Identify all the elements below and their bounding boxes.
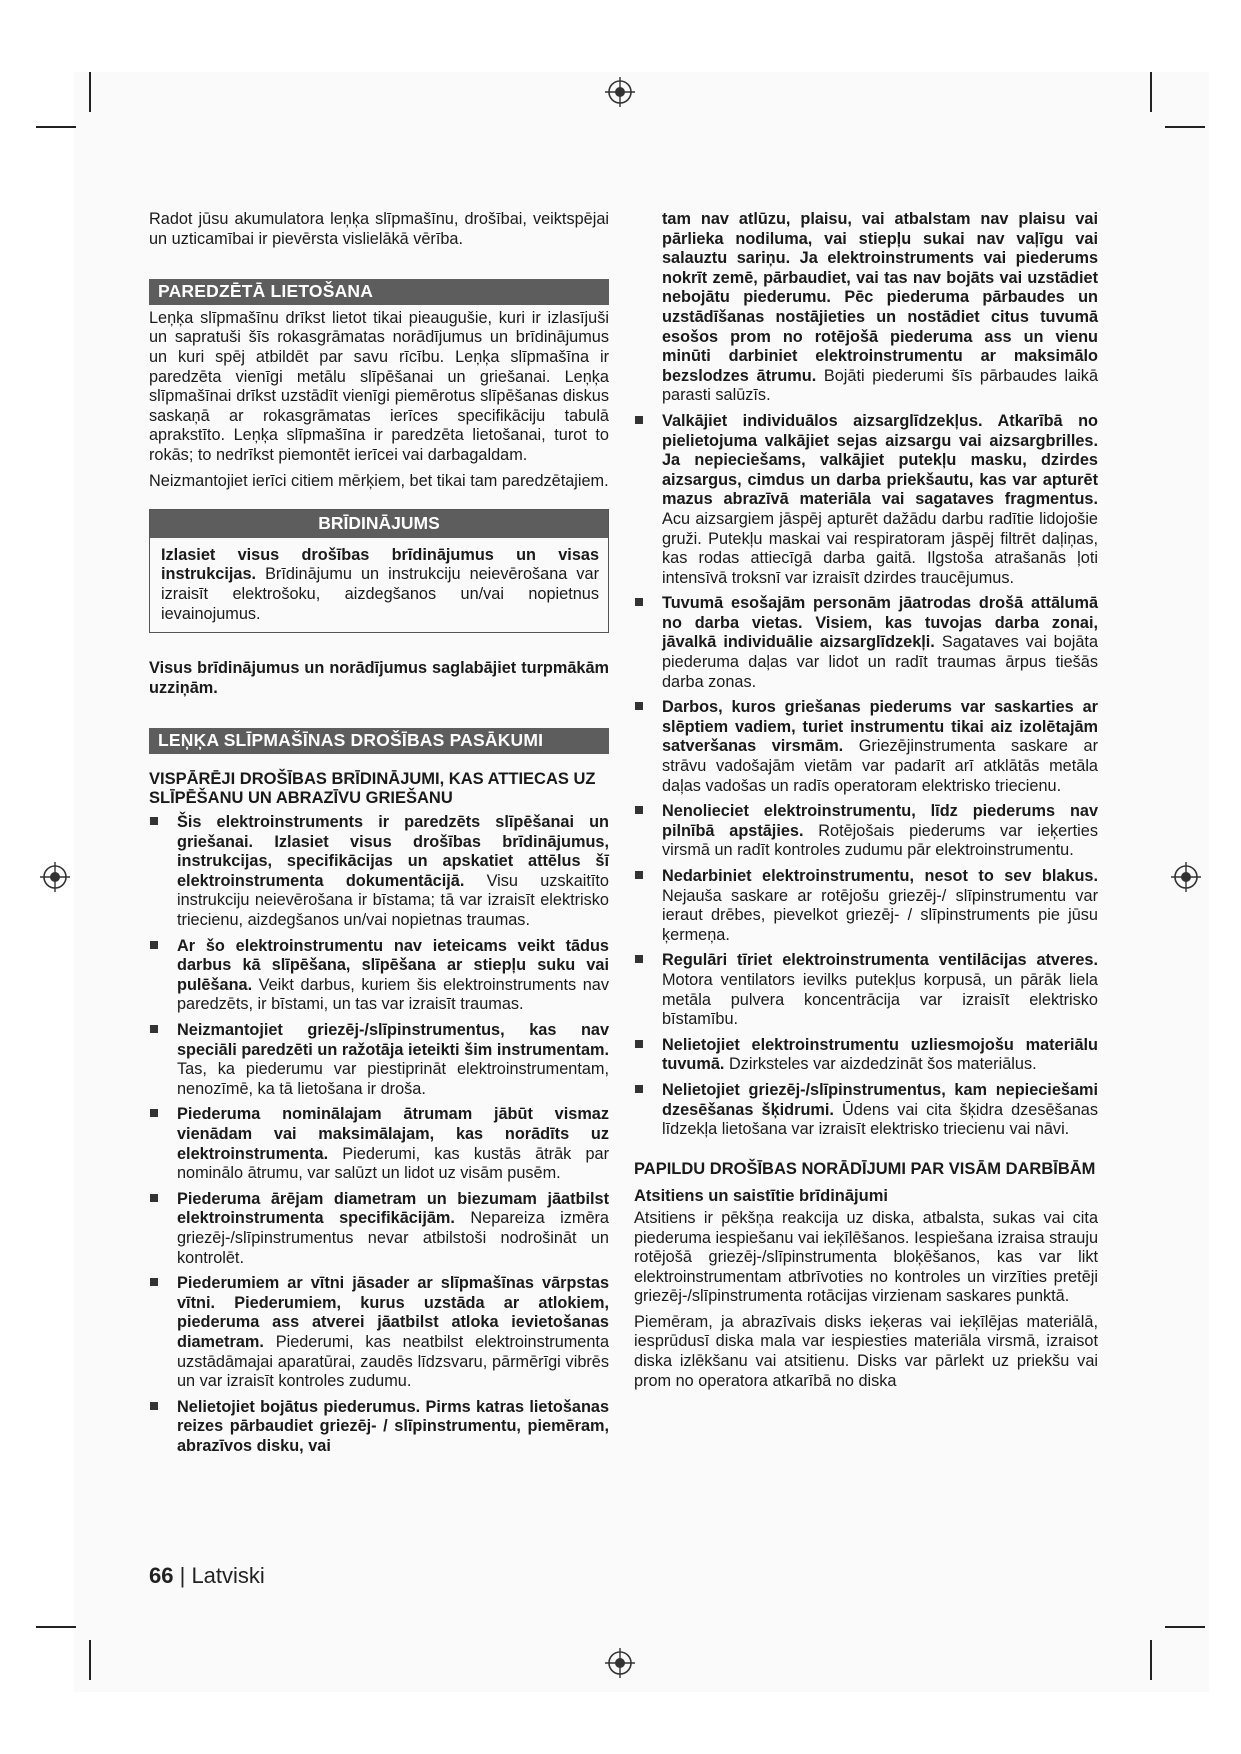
item-text: Visu uzskaitīto instrukciju neievērošana ir bīstama; tā var izraisīt elektrisko triecienu, aizdegšanos un/vai nopietnas traumas. (177, 871, 609, 930)
square-bullet-icon (635, 955, 643, 963)
section-title-safety: LEŅĶA SLĪPMAŠĪNAS DROŠĪBAS PASĀKUMI (149, 728, 609, 754)
warning-title: BRĪDINĀJUMS (318, 513, 440, 534)
item-text: Ūdens vai cita šķidra dzesēšanas līdzekļa lietošana var izraisīt elektrisko triecienu vai nāvi. (662, 1100, 1099, 1139)
intended-use-paragraph: Neizmantojiet ierīci citiem mērķiem, bet tikai tam paredzētajiem. (149, 471, 609, 490)
crop-mark (1150, 72, 1152, 112)
square-bullet-icon (635, 871, 643, 879)
footer-separator: | (173, 1563, 192, 1588)
warning-list-item (149, 1105, 609, 1183)
warning-header (150, 510, 608, 538)
warning-text: Brīdinājumu un instrukciju neievērošana var izraisīt elektrošoku, aizdegšanos un/vai nopietnus ievainojumus. (161, 565, 599, 623)
square-bullet-icon (635, 806, 643, 814)
square-bullet-icon (150, 1402, 158, 1410)
square-bullet-icon (635, 1085, 643, 1093)
warning-list-item (634, 951, 1098, 1029)
warning-list-item (634, 412, 1098, 588)
item-bold-text: Valkājiet individuālos aizsarglīdzekļus. Atkarībā no pielietojuma valkājiet sejas aizsargu vai aizsargbrilles. Ja nepieciešams, valkājiet putekļu masku, dzirdes aizsargus, cimdus un darba priekšautu, kas var apturēt mazus abrazīvā materiāla vai sagataves fragmentus. (662, 411, 1098, 509)
item-bold-text: Nedarbiniet elektroinstrumentu, nesot to sev blakus. (662, 867, 1098, 885)
item-text: Nejauša saskare ar rotējošu griezēj-/ slīpinstrumentu var ieraut drēbes, pievelkot griezēj- / slīpinstruments pie jūsu ķermeņa. (662, 886, 1098, 944)
registration-mark-icon (605, 1648, 635, 1678)
item-bold-text: Nelietojiet bojātus piederumus. Pirms katras lietošanas reizes pārbaudiet griezēj- / slīpinstrumentu, piemēram, abrazīvos disku, vai (177, 1397, 609, 1455)
intended-use-paragraph: Leņķa slīpmašīnu drīkst lietot tikai pieaugušie, kuri ir izlasījuši un sapratuši šīs rokasgrāmatas norādījumus un brīdinājumus un kuri spēj atbildēt par savu rīcību. Leņķa slīpmašīna ir paredzēta vienīgi metālu slīpēšanai un griešanai. Leņķa slīpmašīnai drīkst uzstādīt vienīgi piemērotus slīpēšanas diskus saskaņā ar rokasgrāmatas ierīces specifikāciju tabulā aprakstīto. Leņķa slīpmašīna ir paredzēta lietošanai, turot to rokās; to nedrīkst piemontēt ierīcei vai darbagaldam. (149, 308, 609, 464)
right-column (634, 210, 1098, 1397)
kickback-paragraph: Atsitiens ir pēkšņa reakcija uz diska, atbalsta, sukas vai cita piederuma iespiešanu vai ieķīlēšanos. Iespiešana izraisa strauju rotējošā griezēj-/slīpinstrumenta bloķēšanos, kas var likt elektroinstrumentam atbrīvoties no kontroles un virzīties pretēji griezēj-/slīpinstrumenta rotācijas virzienam saskares punktā. (634, 1208, 1098, 1306)
crop-mark (1150, 1640, 1152, 1680)
keep-instructions-note: Visus brīdinājumus un norādījumus saglabājiet turpmākām uzziņām. (149, 659, 609, 697)
square-bullet-icon (150, 1025, 158, 1033)
item-bold-text: Šis elektroinstruments ir paredzēts slīpēšanai un griešanai. Izlasiet visus drošības brīdinājumus, instrukcijas, specifikācijas un apskatiet attēlus šī elektroinstrumenta dokumentācijā. (177, 813, 609, 890)
warning-list-item (634, 867, 1098, 945)
registration-mark-icon (40, 862, 70, 892)
warning-list-item (634, 1036, 1098, 1075)
general-safety-heading: VISPĀRĒJI DROŠĪBAS BRĪDINĀJUMI, KAS ATTIECAS UZ SLĪPĒŠANU UN ABRAZĪVU GRIEŠANU (149, 769, 596, 808)
item-text: Tas, ka piederumu var piestiprināt elektroinstrumentam, nenozīmē, ka tā lietošana ir droša. (177, 1060, 609, 1098)
item-text: Veikt darbus, kuriem šis elektroinstruments nav paredzēts, ir bīstami, un tas var izraisīt traumas. (177, 975, 609, 1014)
item-text: Motora ventilators ievilks putekļus korpusā, un pārāk liela metāla pulvera koncentrācija var izraisīt elektrisko bīstamību. (662, 970, 1098, 1029)
item-bold-text: Piederuma ārējam diametram un biezumam jāatbilst elektroinstrumenta specifikācijām. (177, 1189, 609, 1228)
square-bullet-icon (635, 598, 643, 606)
section-title-intended-use: PAREDZĒTĀ LIETOŠANA (149, 279, 609, 305)
warning-list-item (634, 1081, 1098, 1140)
crop-mark (89, 72, 91, 112)
right-warning-list (634, 412, 1098, 1140)
square-bullet-icon (150, 1109, 158, 1117)
crop-mark (89, 1640, 91, 1680)
square-bullet-icon (635, 702, 643, 710)
continued-text: Bojāti piederumi šīs pārbaudes laikā parasti salūzīs. (662, 366, 1098, 405)
square-bullet-icon (635, 416, 643, 424)
crop-mark (36, 1626, 76, 1628)
item-bold-text: Nenolieciet elektroinstrumentu, līdz piederums nav pilnībā apstājies. (662, 802, 1098, 840)
item-text: Dzirksteles var aizdedzināt šos materiālus. (724, 1055, 1037, 1074)
registration-mark-icon (605, 77, 635, 107)
item-text: Nepareiza izmēra griezēj-/slīpinstrumentus nevar atbilstoši nodrošināt un kontrolēt. (177, 1209, 609, 1267)
item-bold-text: Nelietojiet elektroinstrumentu uzliesmojošu materiālu tuvumā. (662, 1035, 1098, 1074)
warning-list-item (149, 1274, 609, 1392)
item-text: Piederumi, kas kustās ātrāk par nominālo ātrumu, var salūzt un lidot uz visām pusēm. (177, 1144, 609, 1183)
additional-safety-heading: PAPILDU DROŠĪBAS NORĀDĪJUMI PAR VISĀM DARBĪBĀM (634, 1159, 1096, 1178)
left-warning-list (149, 813, 609, 1456)
square-bullet-icon (150, 817, 158, 825)
item-bold-text: Tuvumā esošajām personām jāatrodas drošā attālumā no darba vietas. Visiem, kas tuvojas darba zonai, jāvalkā individuālie aizsarglīdzekļi. (662, 594, 1098, 652)
item-bold-text: Neizmantojiet griezēj-/slīpinstrumentus, kas nav speciāli paredzēti un ražotāja ieteikti šim instrumentam. (177, 1021, 609, 1059)
left-column (149, 210, 609, 1462)
continued-bold-text: tam nav atlūzu, plaisu, vai atbalstam nav plaisu vai pārlieka nodiluma, vai stiepļu sukai nav vaļīgu vai salauztu sariņu. Ja elektroinstruments vai piederums nokrīt zemē, pārbaudiet, vai tas nav bojāts vai uzstādiet nebojātu piederumu. Pēc piederuma pārbaudes un uzstādīšanas nostājieties un nostādiet citus tuvumā esošos prom no rotējošā piederuma ass un vienu minūti darbiniet elektroinstrumentu ar maksimālo bezslodzes ātrumu. (662, 210, 1098, 385)
item-bold-text: Piederuma nominālajam ātrumam jābūt vismaz vienādam vai maksimālajam, kas norādīts uz elektroinstrumenta. (177, 1105, 609, 1163)
warning-list-item (149, 937, 609, 1015)
item-bold-text: Piederumiem ar vītni jāsader ar slīpmašīnas vārpstas vītni. Piederumiem, kurus uzstāda ar atlokiem, piederuma ass atverei jāatbilst atloka ievietošanas diametram. (177, 1274, 609, 1351)
warning-list-item (149, 813, 609, 931)
item-bold-text: Regulāri tīriet elektroinstrumenta ventilācijas atveres. (662, 951, 1098, 970)
page-footer (149, 1563, 265, 1589)
square-bullet-icon (150, 1194, 158, 1202)
item-text: Griezējinstrumenta saskare ar strāvu vadošajām vietām var padarīt arī atklātās metāla daļas vadošas un radīs operatoram elektrisko triecienu. (662, 737, 1098, 795)
page-number: 66 (149, 1563, 174, 1588)
kickback-subheading: Atsitiens un saistītie brīdinājumi (634, 1187, 888, 1206)
item-text: Rotējošais piederums var ieķerties virsmā un radīt kontroles zudumu pār elektroinstrumentu. (662, 821, 1098, 860)
item-text: Acu aizsargiem jāspēj apturēt dažādu darbu radītie lidojošie gruži. Putekļu maskai vai respiratoram jāspēj filtrēt daļiņas, kas rodas attiecīgā darba gaitā. Ilgstoša atrašanās ļoti intensīvā troksnī var izraisīt dzirdes traucējumus. (662, 509, 1098, 587)
footer-language: Latviski (191, 1563, 265, 1588)
item-text: Sagataves vai bojāta piederuma daļas var lidot un radīt traumas ārpus tiešās darba zonas. (662, 633, 1098, 691)
warning-list-item (634, 698, 1098, 796)
item-bold-text: Ar šo elektroinstrumentu nav ieteicams veikt tādus darbus kā slīpēšana, slīpēšana ar stiepļu suku vai pulēšana. (177, 936, 609, 994)
square-bullet-icon (150, 941, 158, 949)
warning-bold-text: Izlasiet visus drošības brīdinājumus un visas instrukcijas. (161, 545, 599, 584)
item-text: Piederumi, kas neatbilst elektroinstrumenta uzstādāmajai aparatūrai, zaudēs līdzsvaru, pārmērīgi vibrēs un var izraisīt kontroles zudumu. (177, 1332, 609, 1391)
warning-list-item (634, 802, 1098, 861)
continued-item (634, 210, 1098, 406)
warning-box (149, 509, 609, 633)
square-bullet-icon (150, 1278, 158, 1286)
square-bullet-icon (635, 1040, 643, 1048)
crop-mark (1165, 126, 1205, 128)
intro-paragraph: Radot jūsu akumulatora leņķa slīpmašīnu, drošībai, veiktspējai un uzticamībai ir pievērsta vislielākā vērība. (149, 210, 609, 248)
warning-body (150, 538, 608, 632)
crop-mark (36, 126, 76, 128)
item-bold-text: Darbos, kuros griešanas piederums var saskarties ar slēptiem vadiem, turiet instrumentu tikai aiz izolētajām satveršanas virsmām. (662, 698, 1098, 756)
registration-mark-icon (1171, 862, 1201, 892)
warning-list-item (149, 1398, 609, 1457)
crop-mark (1165, 1626, 1205, 1628)
warning-list-item (634, 594, 1098, 692)
warning-list-item (149, 1190, 609, 1268)
warning-list-item (149, 1021, 609, 1099)
kickback-paragraph: Piemēram, ja abrazīvais disks ieķeras vai ieķīlējas materiālā, iesprūdusī diska mala var iespiesties materiāla virsmā, izraisot diska izlēkšanu vai atsitienu. Disks var pārlekt uz priekšu vai prom no operatora atkarībā no diska (634, 1312, 1098, 1390)
item-bold-text: Nelietojiet griezēj-/slīpinstrumentus, kam nepieciešami dzesēšanas šķidrumi. (662, 1080, 1098, 1119)
